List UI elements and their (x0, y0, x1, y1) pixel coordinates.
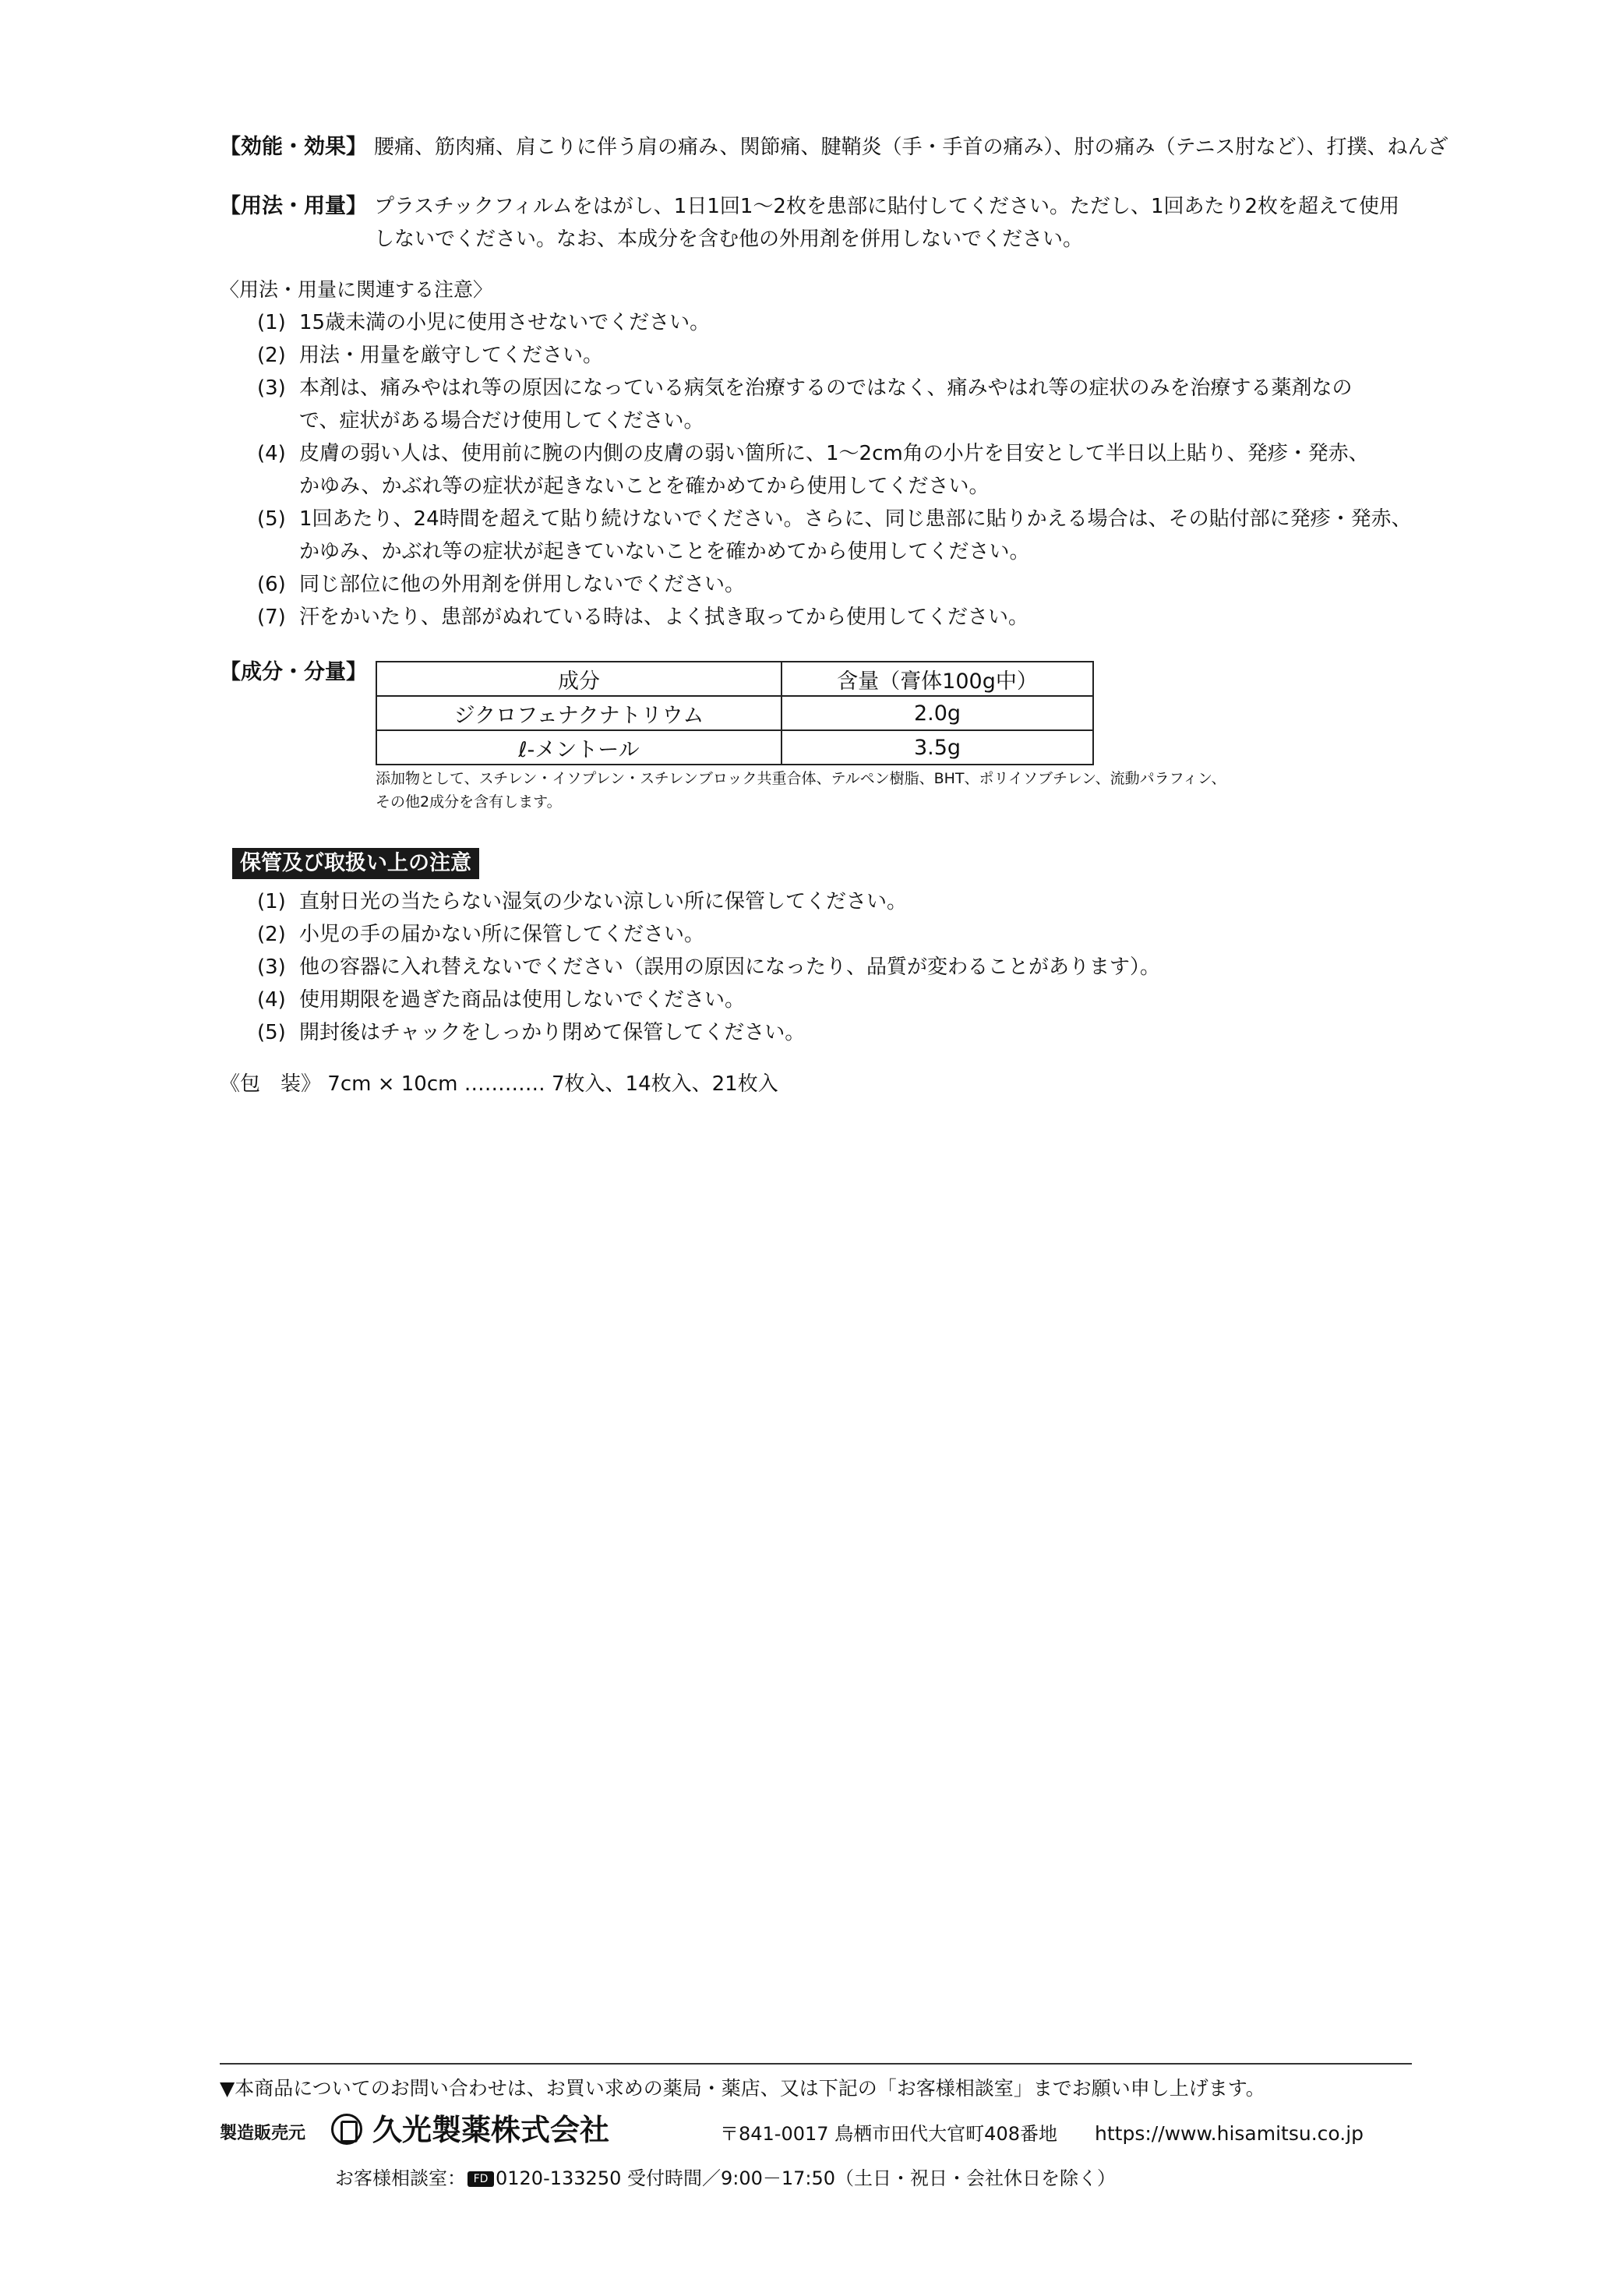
precaution-text: 汗をかいたり、患部がぬれている時は、よく拭き取ってから使用してください。 (299, 606, 1029, 629)
precaution-number: (5) (257, 507, 286, 531)
manufacturer-label: 製造販売元 (220, 2124, 306, 2143)
storage-text: 開封後はチャックをしっかり閉めて保管してください。 (299, 1021, 806, 1044)
consultation-line (335, 2163, 1116, 2194)
company-address: 〒841-0017 鳥栖市田代大官町408番地 (720, 2123, 1057, 2145)
table-header-row (376, 662, 1093, 696)
precaution-item-5 (257, 503, 1426, 535)
table-row (376, 696, 1093, 730)
precaution-item-7 (257, 601, 1426, 634)
dosage-line-2: しないでください。なお、本成分を含む他の外用剤を併用しないでください。 (374, 228, 1084, 251)
precaution-item-1 (257, 306, 1426, 339)
storage-text: 他の容器に入れ替えないでください（誤用の原因になったり、品質が変わることがあります）。 (299, 955, 1161, 979)
company-logo-icon (331, 2114, 362, 2145)
column-header-amount: 含量（膏体100g中） (782, 662, 1093, 696)
ingredient-amount: 2.0g (782, 696, 1093, 730)
precaution-item-5-cont: かゆみ、かぶれ等の症状が起きていないことを確かめてから使用してください。 (299, 540, 1030, 563)
consultation-phone: 0120-133250 (496, 2167, 622, 2189)
dosage-line-1: プラスチックフィルムをはがし、1日1回1～2枚を患部に貼付してください。ただし、1回あたり2枚を超えて使用 (374, 195, 1400, 218)
inquiry-note: ▼本商品についてのお問い合わせは、お買い求めの薬局・薬店、又は下記の「お客様相談室」までお願い申し上げます。 (220, 2077, 1265, 2100)
ingredients-label: 【成分・分量】 (220, 660, 367, 684)
packaging-counts: 7枚入、14枚入、21枚入 (552, 1072, 778, 1096)
precaution-item-2 (257, 339, 1426, 372)
packaging-line (220, 1068, 1435, 1100)
additives-note-line-2: その他2成分を含有します。 (376, 793, 562, 811)
dosage-label: 【用法・用量】 (220, 194, 367, 218)
additives-note-line-1: 添加物として、スチレン・イソプレン・スチレンブロック共重合体、テルペン樹脂、BHT、ポリイソブチレン、流動パラフィン、 (376, 770, 1226, 787)
table-row (376, 730, 1093, 765)
storage-section-title: 保管及び取扱い上の注意 (232, 848, 479, 879)
ingredients-table (376, 661, 1094, 765)
dosage-precautions-heading: 〈用法・用量に関連する注意〉 (220, 278, 493, 301)
footer-divider (220, 2063, 1412, 2065)
storage-item-3 (257, 951, 1426, 984)
precaution-text: 1回あたり、24時間を超えて貼り続けないでください。さらに、同じ患部に貼りかえる場合は、その貼付部に発疹・発赤、 (299, 507, 1412, 531)
precaution-text: 用法・用量を厳守してください。 (299, 344, 604, 367)
column-header-ingredient: 成分 (376, 662, 782, 696)
packaging-size: 7cm × 10cm (327, 1072, 458, 1096)
company-url-link[interactable]: https://www.hisamitsu.co.jp (1095, 2122, 1364, 2145)
storage-number: (3) (257, 955, 286, 979)
storage-text: 直射日光の当たらない湿気の少ない涼しい所に保管してください。 (299, 890, 908, 913)
precaution-number: (1) (257, 311, 286, 334)
consultation-label: お客様相談室： (335, 2167, 466, 2189)
precaution-number: (4) (257, 442, 286, 465)
storage-number: (1) (257, 890, 286, 913)
free-dial-icon: FD (467, 2171, 494, 2187)
storage-number: (5) (257, 1021, 286, 1044)
precaution-item-3-cont: で、症状がある場合だけ使用してください。 (299, 409, 704, 433)
efficacy-label: 【効能・効果】 (220, 135, 367, 159)
precaution-item-4 (257, 437, 1426, 470)
precaution-item-3 (257, 372, 1426, 404)
packaging-label: 《包 装》 (220, 1072, 322, 1096)
precaution-text: 同じ部位に他の外用剤を併用しないでください。 (299, 573, 746, 596)
precaution-text: 皮膚の弱い人は、使用前に腕の内側の皮膚の弱い箇所に、1～2cm角の小片を目安として半日以上貼り、発疹・発赤、 (299, 442, 1369, 465)
precaution-item-6 (257, 568, 1426, 601)
storage-item-1 (257, 885, 1426, 918)
company-name: 久光製薬株式会社 (372, 2113, 610, 2147)
precaution-number: (3) (257, 376, 286, 400)
efficacy-text: 腰痛、筋肉痛、肩こりに伴う肩の痛み、関節痛、腱鞘炎（手・手首の痛み）、肘の痛み（テニス肘など）、打撲、ねんざ (374, 136, 1448, 159)
consultation-hours: 受付時間／9:00－17:50（土日・祝日・会社休日を除く） (627, 2167, 1117, 2189)
ingredient-amount: 3.5g (782, 730, 1093, 765)
storage-number: (2) (257, 923, 286, 946)
packaging-leader: ………… (464, 1072, 545, 1096)
storage-item-4 (257, 984, 1426, 1016)
precaution-number: (6) (257, 573, 286, 596)
ingredient-name: ジクロフェナクナトリウム (376, 696, 782, 730)
precaution-text: 15歳未満の小児に使用させないでください。 (299, 311, 711, 334)
storage-number: (4) (257, 988, 286, 1012)
precaution-item-4-cont: かゆみ、かぶれ等の症状が起きないことを確かめてから使用してください。 (299, 475, 990, 498)
storage-item-5 (257, 1016, 1426, 1049)
storage-text: 使用期限を過ぎた商品は使用しないでください。 (299, 988, 746, 1012)
ingredient-name: ℓ-メントール (376, 730, 782, 765)
precaution-text: 本剤は、痛みやはれ等の原因になっている病気を治療するのではなく、痛みやはれ等の症状のみを治療する薬剤なの (299, 376, 1353, 400)
storage-item-2 (257, 918, 1426, 951)
storage-text: 小児の手の届かない所に保管してください。 (299, 923, 705, 946)
precaution-number: (2) (257, 344, 286, 367)
precaution-number: (7) (257, 606, 286, 629)
